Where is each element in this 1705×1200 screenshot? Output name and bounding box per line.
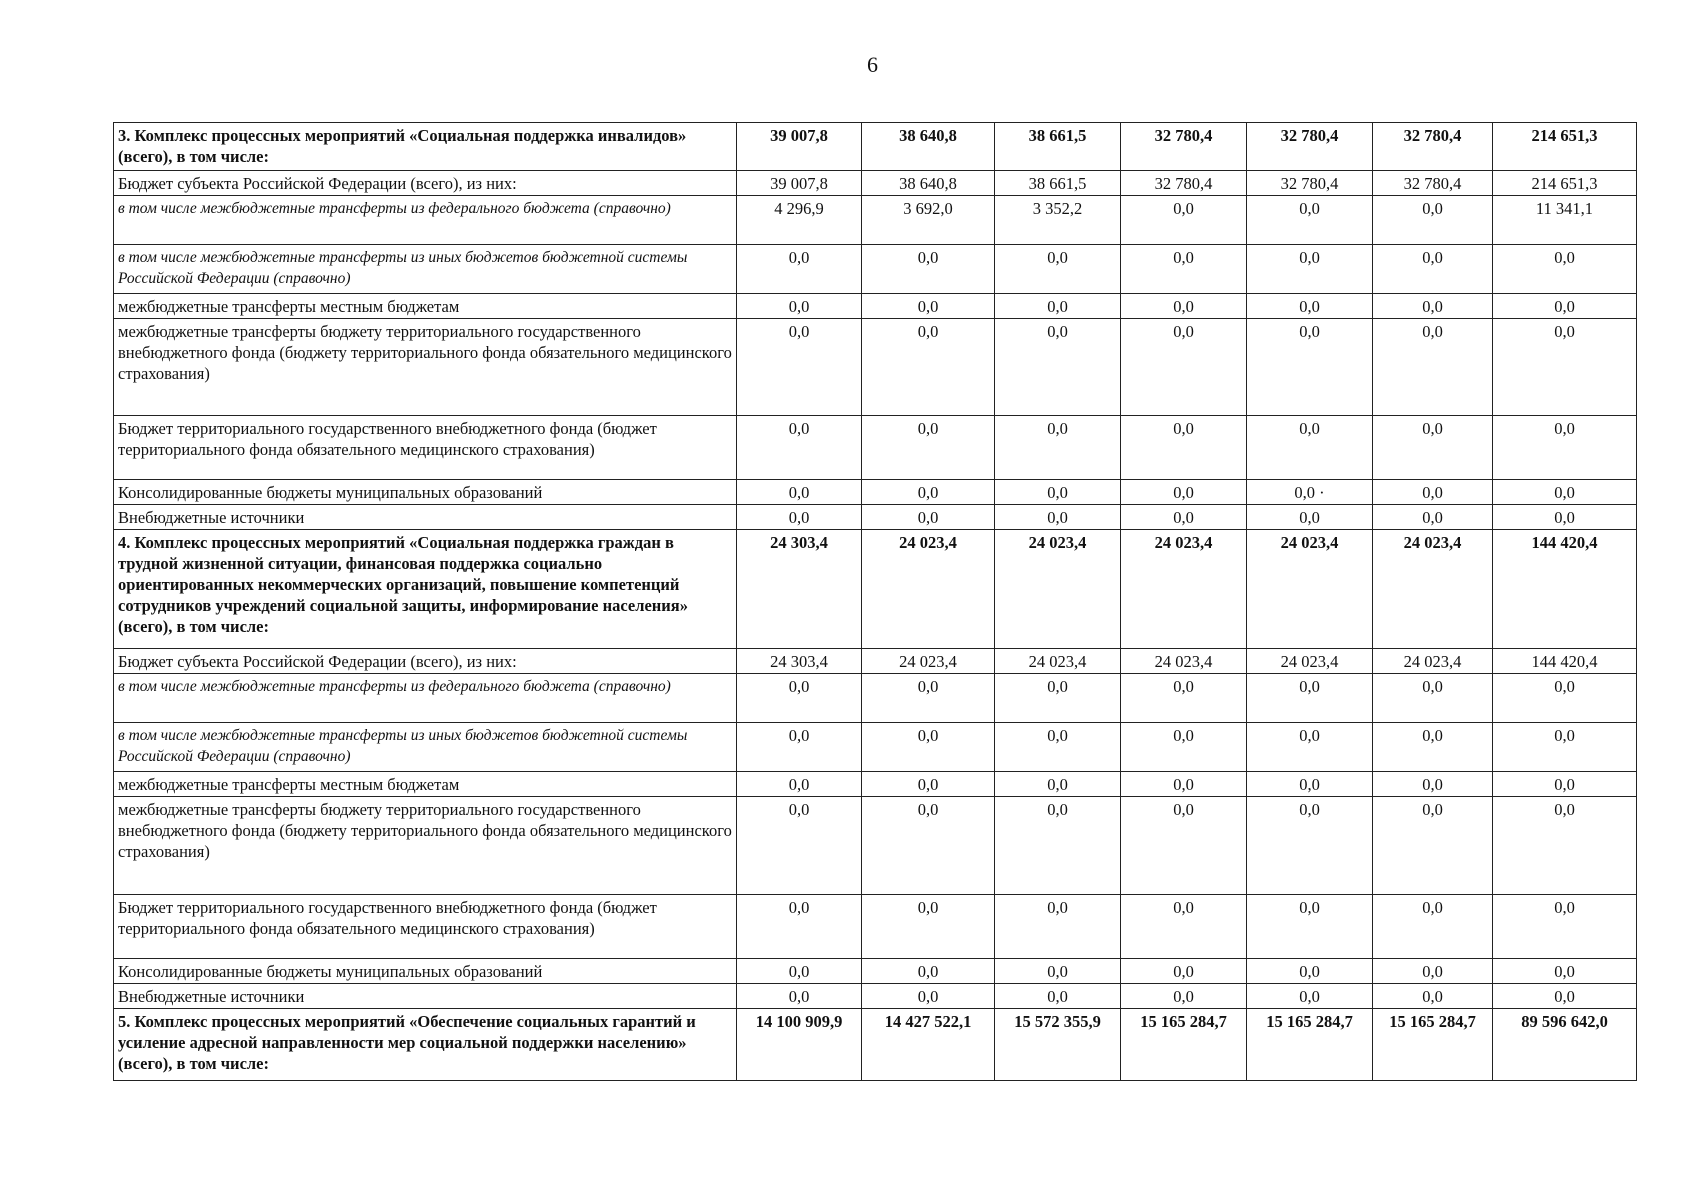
value-cell: 0,0 bbox=[1493, 674, 1637, 723]
value-cell: 0,0 bbox=[995, 797, 1121, 895]
value-cell: 0,0 bbox=[1373, 723, 1493, 772]
row-label: Бюджет территориального государственного внебюджетного фонда (бюджет территориального фонда обязательного медицинского страхования) bbox=[114, 416, 737, 480]
row-label: 5. Комплекс процессных мероприятий «Обеспечение социальных гарантий и усиление адресной направленности мер социальной поддержки населению» (всего), в том числе: bbox=[114, 1009, 737, 1081]
value-cell: 0,0 bbox=[1247, 895, 1373, 959]
value-cell: 0,0 bbox=[862, 319, 995, 416]
value-cell: 0,0 bbox=[737, 416, 862, 480]
value-cell: 15 165 284,7 bbox=[1121, 1009, 1247, 1081]
value-cell: 0,0 bbox=[1493, 772, 1637, 797]
value-cell: 0,0 bbox=[995, 245, 1121, 294]
value-cell: 0,0 bbox=[862, 895, 995, 959]
value-cell: 0,0 bbox=[1121, 480, 1247, 505]
value-cell: 0,0 bbox=[1121, 196, 1247, 245]
value-cell: 0,0 bbox=[737, 959, 862, 984]
value-cell: 0,0 bbox=[995, 772, 1121, 797]
value-cell: 0,0 bbox=[1493, 480, 1637, 505]
value-cell: 0,0 bbox=[1493, 505, 1637, 530]
value-cell: 3 352,2 bbox=[995, 196, 1121, 245]
value-cell: 38 661,5 bbox=[995, 171, 1121, 196]
value-cell: 24 023,4 bbox=[1247, 649, 1373, 674]
value-cell: 0,0 bbox=[995, 505, 1121, 530]
value-cell: 0,0 bbox=[1373, 416, 1493, 480]
value-cell: 0,0 bbox=[1373, 480, 1493, 505]
value-cell: 39 007,8 bbox=[737, 171, 862, 196]
value-cell: 0,0 bbox=[1373, 245, 1493, 294]
value-cell: 0,0 bbox=[862, 984, 995, 1009]
value-cell: 0,0 bbox=[737, 772, 862, 797]
value-cell: 0,0 bbox=[1121, 416, 1247, 480]
value-cell: 0,0 bbox=[1247, 959, 1373, 984]
value-cell: 0,0 bbox=[1373, 319, 1493, 416]
value-cell: 3 692,0 bbox=[862, 196, 995, 245]
value-cell: 0,0 bbox=[1121, 797, 1247, 895]
value-cell: 0,0 bbox=[737, 797, 862, 895]
value-cell: 0,0 bbox=[1493, 294, 1637, 319]
value-cell: 0,0 bbox=[862, 959, 995, 984]
value-cell: 11 341,1 bbox=[1493, 196, 1637, 245]
value-cell: 32 780,4 bbox=[1373, 171, 1493, 196]
value-cell: 0,0 bbox=[995, 480, 1121, 505]
table-row bbox=[114, 480, 1637, 505]
value-cell: 32 780,4 bbox=[1121, 123, 1247, 171]
value-cell: 24 023,4 bbox=[1373, 530, 1493, 649]
table-row bbox=[114, 245, 1637, 294]
page-number: 6 bbox=[867, 52, 878, 77]
row-label: Бюджет субъекта Российской Федерации (всего), из них: bbox=[114, 649, 737, 674]
row-label: межбюджетные трансферты местным бюджетам bbox=[114, 294, 737, 319]
row-label: в том числе межбюджетные трансферты из иных бюджетов бюджетной системы Российской Федерации (справочно) bbox=[114, 245, 737, 294]
value-cell: 89 596 642,0 bbox=[1493, 1009, 1637, 1081]
value-cell: 0,0 bbox=[1493, 984, 1637, 1009]
value-cell: 0,0 bbox=[1373, 984, 1493, 1009]
value-cell: 0,0 bbox=[1121, 319, 1247, 416]
budget-table bbox=[113, 122, 1637, 1081]
value-cell: 0,0 bbox=[1373, 505, 1493, 530]
row-label: межбюджетные трансферты бюджету территориального государственного внебюджетного фонда (бюджету территориального фонда обязательного медицинского страхования) bbox=[114, 319, 737, 416]
value-cell: 0,0 bbox=[862, 772, 995, 797]
value-cell: 38 640,8 bbox=[862, 171, 995, 196]
value-cell: 0,0 bbox=[1247, 319, 1373, 416]
value-cell: 0,0 bbox=[1247, 245, 1373, 294]
table-row bbox=[114, 530, 1637, 649]
value-cell: 0,0 bbox=[737, 319, 862, 416]
value-cell: 0,0 bbox=[995, 319, 1121, 416]
value-cell: 0,0 bbox=[737, 294, 862, 319]
row-label: Бюджет субъекта Российской Федерации (всего), из них: bbox=[114, 171, 737, 196]
table-row bbox=[114, 294, 1637, 319]
value-cell: 0,0 bbox=[737, 245, 862, 294]
value-cell: 0,0 · bbox=[1247, 480, 1373, 505]
value-cell: 0,0 bbox=[1247, 196, 1373, 245]
table-row bbox=[114, 723, 1637, 772]
value-cell: 0,0 bbox=[737, 674, 862, 723]
table-row bbox=[114, 772, 1637, 797]
value-cell: 0,0 bbox=[1373, 959, 1493, 984]
value-cell: 0,0 bbox=[1247, 723, 1373, 772]
value-cell: 0,0 bbox=[1493, 723, 1637, 772]
value-cell: 0,0 bbox=[1247, 674, 1373, 723]
value-cell: 24 023,4 bbox=[1373, 649, 1493, 674]
value-cell: 0,0 bbox=[1493, 245, 1637, 294]
value-cell: 24 303,4 bbox=[737, 530, 862, 649]
row-label: в том числе межбюджетные трансферты из иных бюджетов бюджетной системы Российской Федерации (справочно) bbox=[114, 723, 737, 772]
table-row bbox=[114, 649, 1637, 674]
value-cell: 0,0 bbox=[737, 505, 862, 530]
value-cell: 0,0 bbox=[1121, 772, 1247, 797]
value-cell: 214 651,3 bbox=[1493, 171, 1637, 196]
value-cell: 144 420,4 bbox=[1493, 649, 1637, 674]
value-cell: 0,0 bbox=[995, 984, 1121, 1009]
value-cell: 15 165 284,7 bbox=[1373, 1009, 1493, 1081]
value-cell: 0,0 bbox=[1121, 723, 1247, 772]
value-cell: 0,0 bbox=[862, 723, 995, 772]
value-cell: 24 023,4 bbox=[862, 530, 995, 649]
table-row bbox=[114, 674, 1637, 723]
value-cell: 0,0 bbox=[737, 895, 862, 959]
row-label: в том числе межбюджетные трансферты из федерального бюджета (справочно) bbox=[114, 196, 737, 245]
value-cell: 0,0 bbox=[1121, 505, 1247, 530]
value-cell: 0,0 bbox=[862, 480, 995, 505]
table-row bbox=[114, 196, 1637, 245]
value-cell: 0,0 bbox=[1373, 196, 1493, 245]
value-cell: 32 780,4 bbox=[1373, 123, 1493, 171]
value-cell: 0,0 bbox=[1493, 416, 1637, 480]
value-cell: 32 780,4 bbox=[1247, 123, 1373, 171]
table-row bbox=[114, 797, 1637, 895]
value-cell: 38 640,8 bbox=[862, 123, 995, 171]
value-cell: 24 023,4 bbox=[995, 649, 1121, 674]
value-cell: 0,0 bbox=[862, 505, 995, 530]
value-cell: 24 023,4 bbox=[995, 530, 1121, 649]
value-cell: 0,0 bbox=[862, 294, 995, 319]
value-cell: 0,0 bbox=[1121, 674, 1247, 723]
value-cell: 0,0 bbox=[995, 895, 1121, 959]
row-label: 4. Комплекс процессных мероприятий «Социальная поддержка граждан в трудной жизненной ситуации, финансовая поддержка социально ориентированных некоммерческих организаций, повышение компетенций сотрудников учреждений социальной защиты, информирование населения» (всего), в том числе: bbox=[114, 530, 737, 649]
value-cell: 0,0 bbox=[1247, 984, 1373, 1009]
value-cell: 0,0 bbox=[995, 674, 1121, 723]
value-cell: 0,0 bbox=[862, 674, 995, 723]
row-label: Бюджет территориального государственного внебюджетного фонда (бюджет территориального фонда обязательного медицинского страхования) bbox=[114, 895, 737, 959]
value-cell: 4 296,9 bbox=[737, 196, 862, 245]
value-cell: 0,0 bbox=[1373, 674, 1493, 723]
value-cell: 32 780,4 bbox=[1121, 171, 1247, 196]
row-label: 3. Комплекс процессных мероприятий «Социальная поддержка инвалидов» (всего), в том числе: bbox=[114, 123, 737, 171]
value-cell: 14 427 522,1 bbox=[862, 1009, 995, 1081]
value-cell: 0,0 bbox=[1247, 797, 1373, 895]
value-cell: 38 661,5 bbox=[995, 123, 1121, 171]
row-label: Консолидированные бюджеты муниципальных образований bbox=[114, 480, 737, 505]
value-cell: 39 007,8 bbox=[737, 123, 862, 171]
value-cell: 24 023,4 bbox=[862, 649, 995, 674]
table-row bbox=[114, 416, 1637, 480]
value-cell: 0,0 bbox=[995, 959, 1121, 984]
value-cell: 0,0 bbox=[1373, 797, 1493, 895]
value-cell: 0,0 bbox=[1247, 294, 1373, 319]
value-cell: 0,0 bbox=[1121, 895, 1247, 959]
value-cell: 14 100 909,9 bbox=[737, 1009, 862, 1081]
value-cell: 0,0 bbox=[1247, 416, 1373, 480]
value-cell: 24 303,4 bbox=[737, 649, 862, 674]
value-cell: 144 420,4 bbox=[1493, 530, 1637, 649]
value-cell: 0,0 bbox=[1493, 895, 1637, 959]
table-row bbox=[114, 895, 1637, 959]
value-cell: 0,0 bbox=[862, 797, 995, 895]
value-cell: 0,0 bbox=[737, 480, 862, 505]
table-row bbox=[114, 959, 1637, 984]
value-cell: 0,0 bbox=[1493, 797, 1637, 895]
value-cell: 0,0 bbox=[1373, 895, 1493, 959]
value-cell: 0,0 bbox=[1373, 294, 1493, 319]
value-cell: 0,0 bbox=[995, 416, 1121, 480]
value-cell: 0,0 bbox=[1121, 294, 1247, 319]
value-cell: 15 572 355,9 bbox=[995, 1009, 1121, 1081]
value-cell: 0,0 bbox=[862, 416, 995, 480]
value-cell: 0,0 bbox=[737, 723, 862, 772]
value-cell: 0,0 bbox=[995, 723, 1121, 772]
row-label: Внебюджетные источники bbox=[114, 505, 737, 530]
value-cell: 32 780,4 bbox=[1247, 171, 1373, 196]
table-row bbox=[114, 984, 1637, 1009]
value-cell: 0,0 bbox=[1373, 772, 1493, 797]
row-label: Консолидированные бюджеты муниципальных образований bbox=[114, 959, 737, 984]
table-row bbox=[114, 123, 1637, 171]
value-cell: 24 023,4 bbox=[1121, 649, 1247, 674]
table-row bbox=[114, 505, 1637, 530]
value-cell: 15 165 284,7 bbox=[1247, 1009, 1373, 1081]
value-cell: 0,0 bbox=[1247, 505, 1373, 530]
table-row bbox=[114, 171, 1637, 196]
value-cell: 0,0 bbox=[862, 245, 995, 294]
row-label: межбюджетные трансферты местным бюджетам bbox=[114, 772, 737, 797]
row-label: Внебюджетные источники bbox=[114, 984, 737, 1009]
table-row bbox=[114, 319, 1637, 416]
value-cell: 0,0 bbox=[737, 984, 862, 1009]
value-cell: 0,0 bbox=[1247, 772, 1373, 797]
value-cell: 0,0 bbox=[1121, 245, 1247, 294]
value-cell: 214 651,3 bbox=[1493, 123, 1637, 171]
row-label: межбюджетные трансферты бюджету территориального государственного внебюджетного фонда (бюджету территориального фонда обязательного медицинского страхования) bbox=[114, 797, 737, 895]
value-cell: 0,0 bbox=[995, 294, 1121, 319]
value-cell: 24 023,4 bbox=[1247, 530, 1373, 649]
table-row bbox=[114, 1009, 1637, 1081]
value-cell: 0,0 bbox=[1121, 959, 1247, 984]
value-cell: 0,0 bbox=[1493, 319, 1637, 416]
value-cell: 0,0 bbox=[1493, 959, 1637, 984]
value-cell: 24 023,4 bbox=[1121, 530, 1247, 649]
value-cell: 0,0 bbox=[1121, 984, 1247, 1009]
row-label: в том числе межбюджетные трансферты из федерального бюджета (справочно) bbox=[114, 674, 737, 723]
